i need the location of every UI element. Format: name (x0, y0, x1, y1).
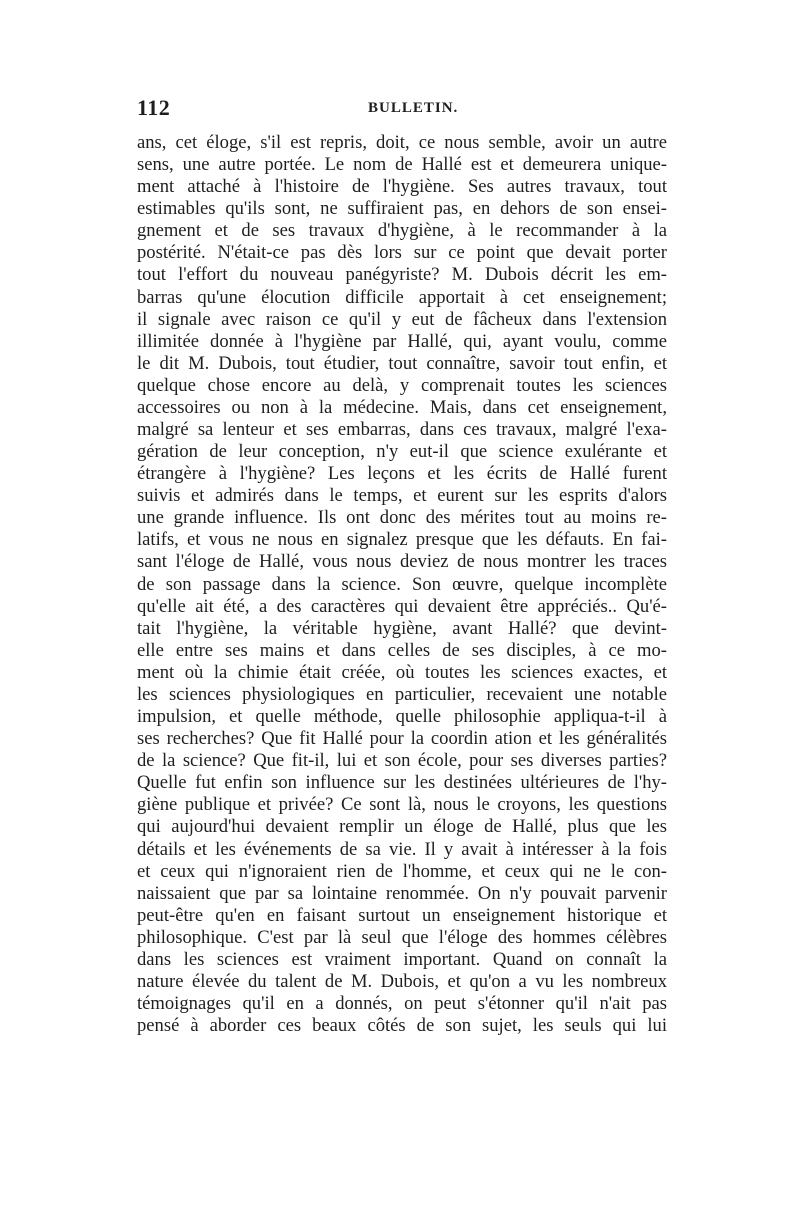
text-line: pensé à aborder ces beaux côtés de son sujet, les seuls qui lui (137, 1015, 667, 1037)
text-line: dans les sciences est vraiment important. Quand on connaît la (137, 948, 667, 970)
text-line: sant l'éloge de Hallé, vous nous deviez de nous montrer les traces (137, 551, 667, 573)
text-line: Quelle fut enfin son influence sur les destinées ultérieures de l'hy- (137, 772, 667, 794)
text-line: postérité. N'était-ce pas dès lors sur ce point que devait porter (137, 242, 667, 264)
text-line: qui aujourd'hui devaient remplir un éloge de Hallé, plus que les (137, 816, 667, 838)
text-line: tait l'hygiène, la véritable hygiène, avant Hallé? que devint- (137, 617, 667, 639)
text-line: détails et les événements de sa vie. Il y avait à intéresser à la fois (137, 838, 667, 860)
text-line: de son passage dans la science. Son œuvre, quelque incomplète (137, 573, 667, 595)
text-line: elle entre ses mains et dans celles de ses disciples, à ce mo- (137, 639, 667, 661)
text-line: gération de leur conception, n'y eut-il que science exulérante et (137, 441, 667, 463)
text-line: peut-être qu'en en faisant surtout un enseignement historique et (137, 904, 667, 926)
text-line: ment attaché à l'histoire de l'hygiène. Ses autres travaux, tout (137, 176, 667, 198)
text-line: tout l'effort du nouveau panégyriste? M. Dubois décrit les em- (137, 264, 667, 286)
text-line: ans, cet éloge, s'il est repris, doit, ce nous semble, avoir un autre (137, 132, 667, 153)
text-line: naissaient que par sa lointaine renommée. On n'y pouvait parvenir (137, 882, 667, 904)
text-line: accessoires ou non à la médecine. Mais, dans cet enseignement, (137, 396, 667, 418)
text-line: qu'elle ait été, a des caractères qui devaient être appréciés.. Qu'é- (137, 595, 667, 617)
text-line: impulsion, et quelle méthode, quelle philosophie appliqua-t-il à (137, 706, 667, 728)
page-number: 112 (137, 95, 171, 120)
text-line: ment où la chimie était créée, où toutes les sciences exactes, et (137, 661, 667, 683)
text-line: il signale avec raison ce qu'il y eut de fâcheux dans l'extension (137, 308, 667, 330)
text-line: et ceux qui n'ignoraient rien de l'homme, et ceux qui ne le con- (137, 860, 667, 882)
text-line: suivis et admirés dans le temps, et eurent sur les esprits d'alors (137, 485, 667, 507)
text-line: quelque chose encore au delà, y comprenait toutes les sciences (137, 374, 667, 396)
text-line: les sciences physiologiques en particulier, recevaient une notable (137, 683, 667, 705)
text-line: étrangère à l'hygiène? Les leçons et les écrits de Hallé furent (137, 463, 667, 485)
text-line: le dit M. Dubois, tout étudier, tout connaître, savoir tout enfin, et (137, 352, 667, 374)
text-line: malgré sa lenteur et ses embarras, dans ces travaux, malgré l'exa- (137, 419, 667, 441)
text-line: estimables qu'ils sont, ne suffiraient pas, en dehors de son ensei- (137, 198, 667, 220)
running-head: BULLETIN. (368, 100, 459, 116)
text-line: une grande influence. Ils ont donc des mérites tout au moins re- (137, 507, 667, 529)
text-line: giène publique et privée? Ce sont là, nous le croyons, les questions (137, 794, 667, 816)
text-line: illimitée donnée à l'hygiène par Hallé, qui, ayant voulu, comme (137, 330, 667, 352)
text-line: gnement et de ses travaux d'hygiène, à le recommander à la (137, 220, 667, 242)
text-line: philosophique. C'est par là seul que l'éloge des hommes célèbres (137, 926, 667, 948)
text-line: témoignages qu'il en a donnés, on peut s'étonner qu'il n'ait pas (137, 993, 667, 1015)
text-line: latifs, et vous ne nous en signalez presque que les défauts. En fai- (137, 529, 667, 551)
text-line: de la science? Que fit-il, lui et son école, pour ses diverses parties? (137, 750, 667, 772)
text-line: sens, une autre portée. Le nom de Hallé est et demeurera unique- (137, 154, 667, 176)
body-text (137, 132, 667, 1037)
page-header (137, 95, 667, 125)
text-line: barras qu'une élocution difficile apportait à cet enseignement; (137, 286, 667, 308)
text-line: nature élevée du talent de M. Dubois, et qu'on a vu les nombreux (137, 970, 667, 992)
text-line: ses recherches? Que fit Hallé pour la coordin ation et les généralités (137, 728, 667, 750)
